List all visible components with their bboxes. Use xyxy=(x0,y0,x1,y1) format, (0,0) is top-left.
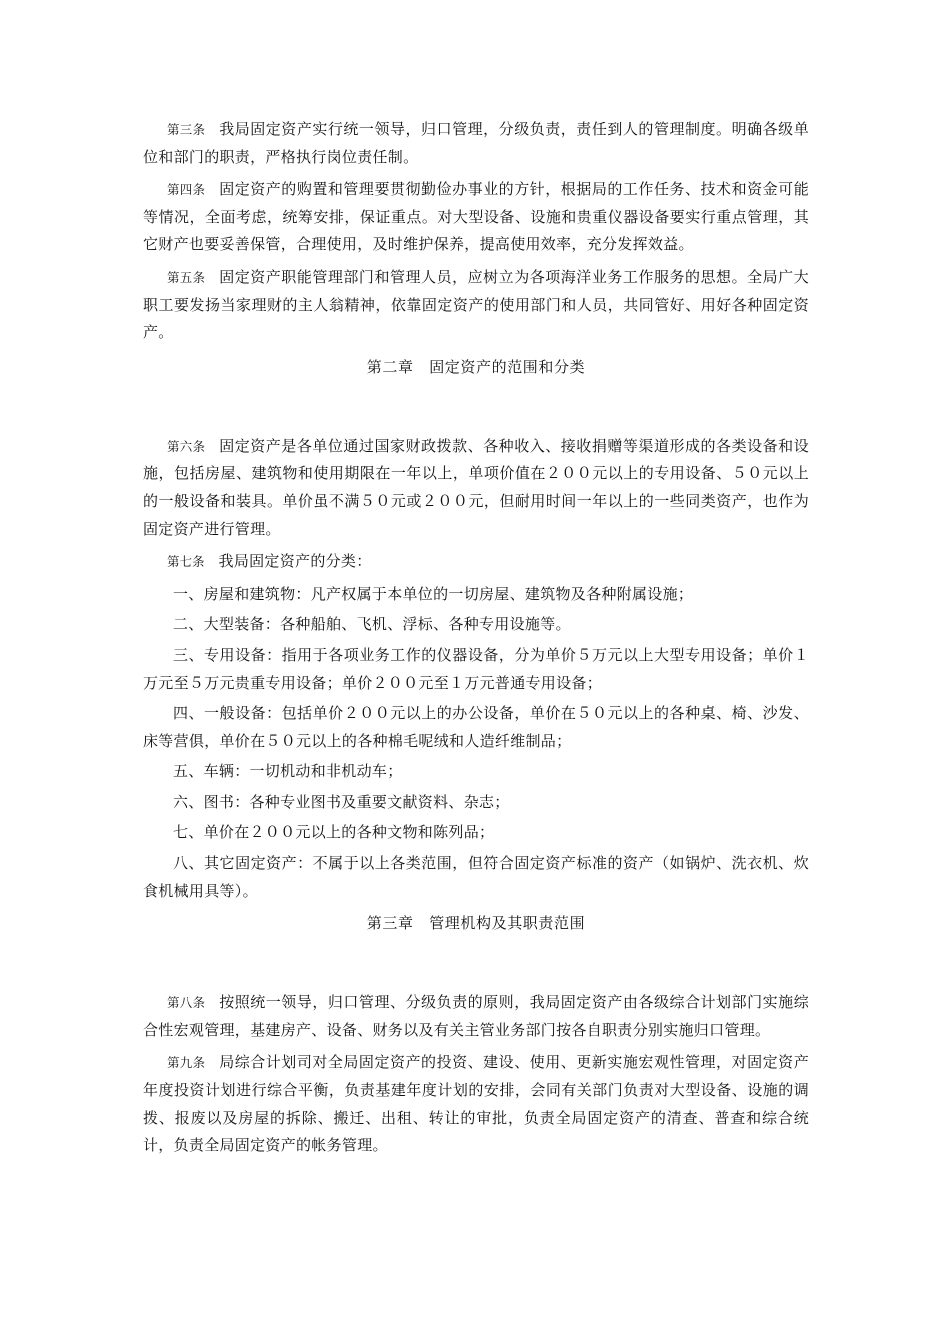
article-text: 按照统一领导，归口管理、分级负责的原则，我局固定资产由各级综合计划部门实施综合性宏观管理，基建房产、设备、财务以及有关主管业务部门按各自职责分别实施归口管理。 xyxy=(143,993,809,1039)
chapter-2-heading: 第二章 固定资产的范围和分类 xyxy=(366,357,586,376)
article-number: 第五条 xyxy=(167,269,206,285)
category-item: 八、其它固定资产：不属于以上各类范围，但符合固定资产标准的资产（如锅炉、洗衣机、炊食机械用具等）。 xyxy=(143,854,809,900)
article-text: 我局固定资产实行统一领导，归口管理，分级负责，责任到人的管理制度。明确各级单位和部门的职责，严格执行岗位责任制。 xyxy=(143,120,809,166)
document-page xyxy=(143,116,809,1165)
chapter-3-heading: 第三章 管理机构及其职责范围 xyxy=(366,914,586,933)
article-text: 固定资产的购置和管理要贯彻勤俭办事业的方针，根据局的工作任务、技术和资金可能等情况，全面考虑，统筹安排，保证重点。对大型设备、设施和贵重仪器设备要实行重点管理，其它财产也要妥善保管，合理使用，及时维护保养，提高使用效率，充分发挥效益。 xyxy=(143,180,809,254)
category-item: 一、房屋和建筑物：凡产权属于本单位的一切房屋、建筑物及各种附属设施； xyxy=(173,584,694,603)
article-number: 第九条 xyxy=(167,1055,206,1071)
category-item: 二、大型装备：各种船舶、飞机、浮标、各种专用设施等。 xyxy=(173,615,571,634)
article-number: 第三条 xyxy=(167,122,206,137)
article-9 xyxy=(143,1049,809,1159)
article-number: 第七条 xyxy=(167,554,205,570)
article-number: 第八条 xyxy=(167,995,206,1011)
category-item: 七、单价在２００元以上的各种文物和陈列品； xyxy=(173,823,495,842)
article-3 xyxy=(143,116,809,171)
category-item: 四、一般设备：包括单价２００元以上的办公设备，单价在５０元以上的各种桌、椅、沙发、床等营俱，单价在５０元以上的各种棉毛呢绒和人造纤维制品； xyxy=(143,704,809,750)
article-7 xyxy=(143,548,809,576)
article-text: 固定资产职能管理部门和管理人员，应树立为各项海洋业务工作服务的思想。全局广大职工要发扬当家理财的主人翁精神，依靠固定资产的使用部门和人员，共同管好、用好各种固定资产。 xyxy=(143,267,809,342)
article-number: 第四条 xyxy=(167,182,206,198)
article-8 xyxy=(143,989,809,1044)
article-text: 固定资产是各单位通过国家财政拨款、各种收入、接收捐赠等渠道形成的各类设备和设施，包括房屋、建筑物和使用期限在一年以上，单项价值在２００元以上的专用设备、５０元以上的一般设备和装具。单价虽不满５０元或２００元，但耐用时间一年以上的一些同类资产，也作为固定资产进行管理。 xyxy=(143,436,809,538)
category-item: 六、图书：各种专业图书及重要文献资料、杂志； xyxy=(173,792,510,811)
article-text: 我局固定资产的分类： xyxy=(218,552,372,571)
article-5 xyxy=(143,264,809,347)
article-6 xyxy=(143,433,809,543)
category-item: 五、车辆：一切机动和非机动车； xyxy=(173,762,403,781)
category-item: 三、专用设备：指用于各项业务工作的仪器设备，分为单价５万元以上大型专用设备；单价１万元至５万元贵重专用设备；单价２００元至１万元普通专用设备； xyxy=(143,645,809,692)
article-text: 局综合计划司对全局固定资产的投资、建设、使用、更新实施宏观性管理，对固定资产年度投资计划进行综合平衡，负责基建年度计划的安排，会同有关部门负责对大型设备、设施的调拨、报废以及房屋的拆除、搬迁、出租、转让的审批，负责全局固定资产的清查、普查和综合统计，负责全局固定资产的帐务管理。 xyxy=(143,1053,809,1155)
article-4 xyxy=(143,176,809,259)
article-number: 第六条 xyxy=(167,438,206,454)
